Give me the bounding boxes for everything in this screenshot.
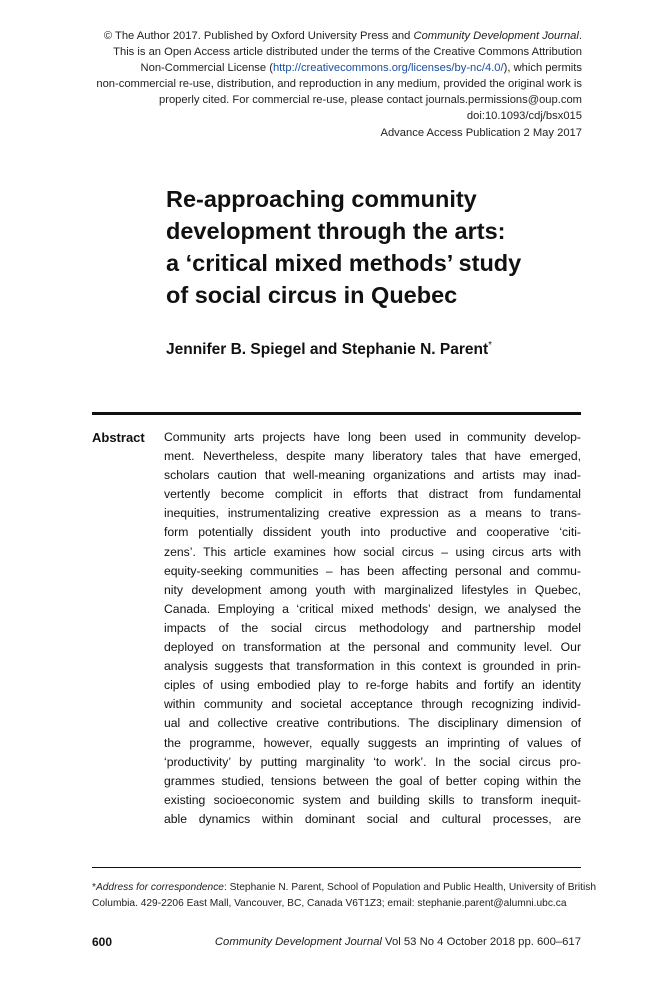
abstract-line: scholars caution that well-meaning organizations and artists may inad- bbox=[164, 468, 581, 483]
footnote-line: Columbia. 429-2206 East Mall, Vancouver, BC, Canada V6T1Z3; email: stephanie.parent@alumni.ubc.ca bbox=[92, 897, 567, 909]
abstract-line: within community and societal acceptance through recognizing individ- bbox=[164, 697, 581, 712]
article-title bbox=[166, 183, 586, 311]
permissions-line: properly cited. For commercial re-use, please contact journals.permissions@oup.com bbox=[159, 94, 582, 107]
license-link[interactable]: http://creativecommons.org/licenses/by-nc/4.0/ bbox=[272, 62, 504, 75]
journal-name-italic: Community Development Journal bbox=[413, 30, 579, 42]
license-line: non-commercial re-use, distribution, and reproduction in any medium, provided the original work is bbox=[96, 78, 582, 91]
journal-details: Vol 53 No 4 October 2018 pp. 600–617 bbox=[381, 936, 581, 948]
correspondence-mark: * bbox=[488, 340, 493, 351]
title-line: development through the arts: bbox=[166, 218, 506, 244]
abstract-line: ual and collective creative contributions. The disciplinary dimension of bbox=[164, 716, 581, 731]
abstract-text bbox=[164, 428, 581, 829]
abstract-line: vertently become complicit in efforts that distract from fundamental bbox=[164, 487, 581, 502]
author-names: Jennifer B. Spiegel and Stephanie N. Parent bbox=[166, 341, 489, 358]
abstract-line: form potentially dissident youth into productive and cooperative ‘citi- bbox=[164, 525, 581, 540]
doi: doi:10.1093/cdj/bsx015 bbox=[466, 110, 582, 123]
footnote-mark: * bbox=[92, 882, 96, 893]
title-line: of social circus in Quebec bbox=[166, 282, 458, 308]
abstract-line: ‘productivity’ by putting marginality ‘to work’. In the social circus pro- bbox=[164, 754, 581, 769]
footnote-line: *Address for correspondence: Stephanie N. Parent, School of Population and Public Health, University of British bbox=[92, 882, 597, 893]
journal-title: Community Development Journal bbox=[214, 936, 382, 948]
abstract-heading: Abstract bbox=[92, 430, 145, 445]
title-line: Re-approaching community bbox=[166, 186, 477, 212]
license-link-line: Non-Commercial License (http://creativecommons.org/licenses/by-nc/4.0/), which permits bbox=[140, 62, 582, 75]
abstract-line: able dynamics within dominant social and cultural processes, are bbox=[164, 811, 581, 826]
footnote-divider bbox=[92, 867, 581, 868]
author-list bbox=[166, 340, 492, 360]
abstract-line: inequities, instrumentalizing creative expression as a means to trans- bbox=[164, 506, 581, 521]
footnote-label: Address for correspondence bbox=[95, 882, 224, 893]
journal-citation bbox=[215, 934, 581, 950]
abstract-line: zens’. This article examines how social circus – using circus arts with bbox=[164, 544, 581, 559]
abstract-line: the programme, however, equally suggests an imprinting of values of bbox=[164, 735, 581, 750]
abstract-line: impacts of the social circus methodology and partnership model bbox=[164, 620, 581, 635]
abstract-line: analysis suggests that transformation in this context is grounded in prin- bbox=[164, 659, 581, 674]
abstract-line: nity development among youth with marginalized lifestyles in Quebec, bbox=[164, 582, 581, 597]
copyright-line: © The Author 2017. Published by Oxford University Press and Community Development Journal. bbox=[103, 30, 582, 42]
abstract-line: ment. Nevertheless, despite many liberatory tales that have emerged, bbox=[164, 449, 581, 464]
section-divider bbox=[92, 412, 581, 415]
abstract-line: grammes studied, tensions between the goal of better coping within the bbox=[164, 773, 581, 788]
abstract-line: deployed on transformation at the personal and community level. Our bbox=[164, 640, 581, 655]
abstract-line: ciples of using embodied play to re-forge habits and fortify an identity bbox=[164, 678, 581, 693]
abstract-line: equity-seeking communities – has been affecting personal and commu- bbox=[164, 563, 581, 578]
page-number: 600 bbox=[92, 935, 113, 949]
publication-date: Advance Access Publication 2 May 2017 bbox=[380, 126, 582, 139]
license-line: This is an Open Access article distributed under the terms of the Creative Commons Attribution bbox=[113, 46, 582, 59]
abstract-line: Community arts projects have long been used in community develop- bbox=[164, 430, 581, 444]
copyright-notice bbox=[80, 28, 582, 141]
title-line: a ‘critical mixed methods’ study bbox=[166, 250, 522, 276]
correspondence-footnote bbox=[92, 880, 597, 911]
abstract-line: existing socioeconomic system and building skills to transform inequit- bbox=[164, 792, 581, 807]
abstract-line: Canada. Employing a ‘critical mixed methods’ design, we analysed the bbox=[164, 601, 581, 616]
